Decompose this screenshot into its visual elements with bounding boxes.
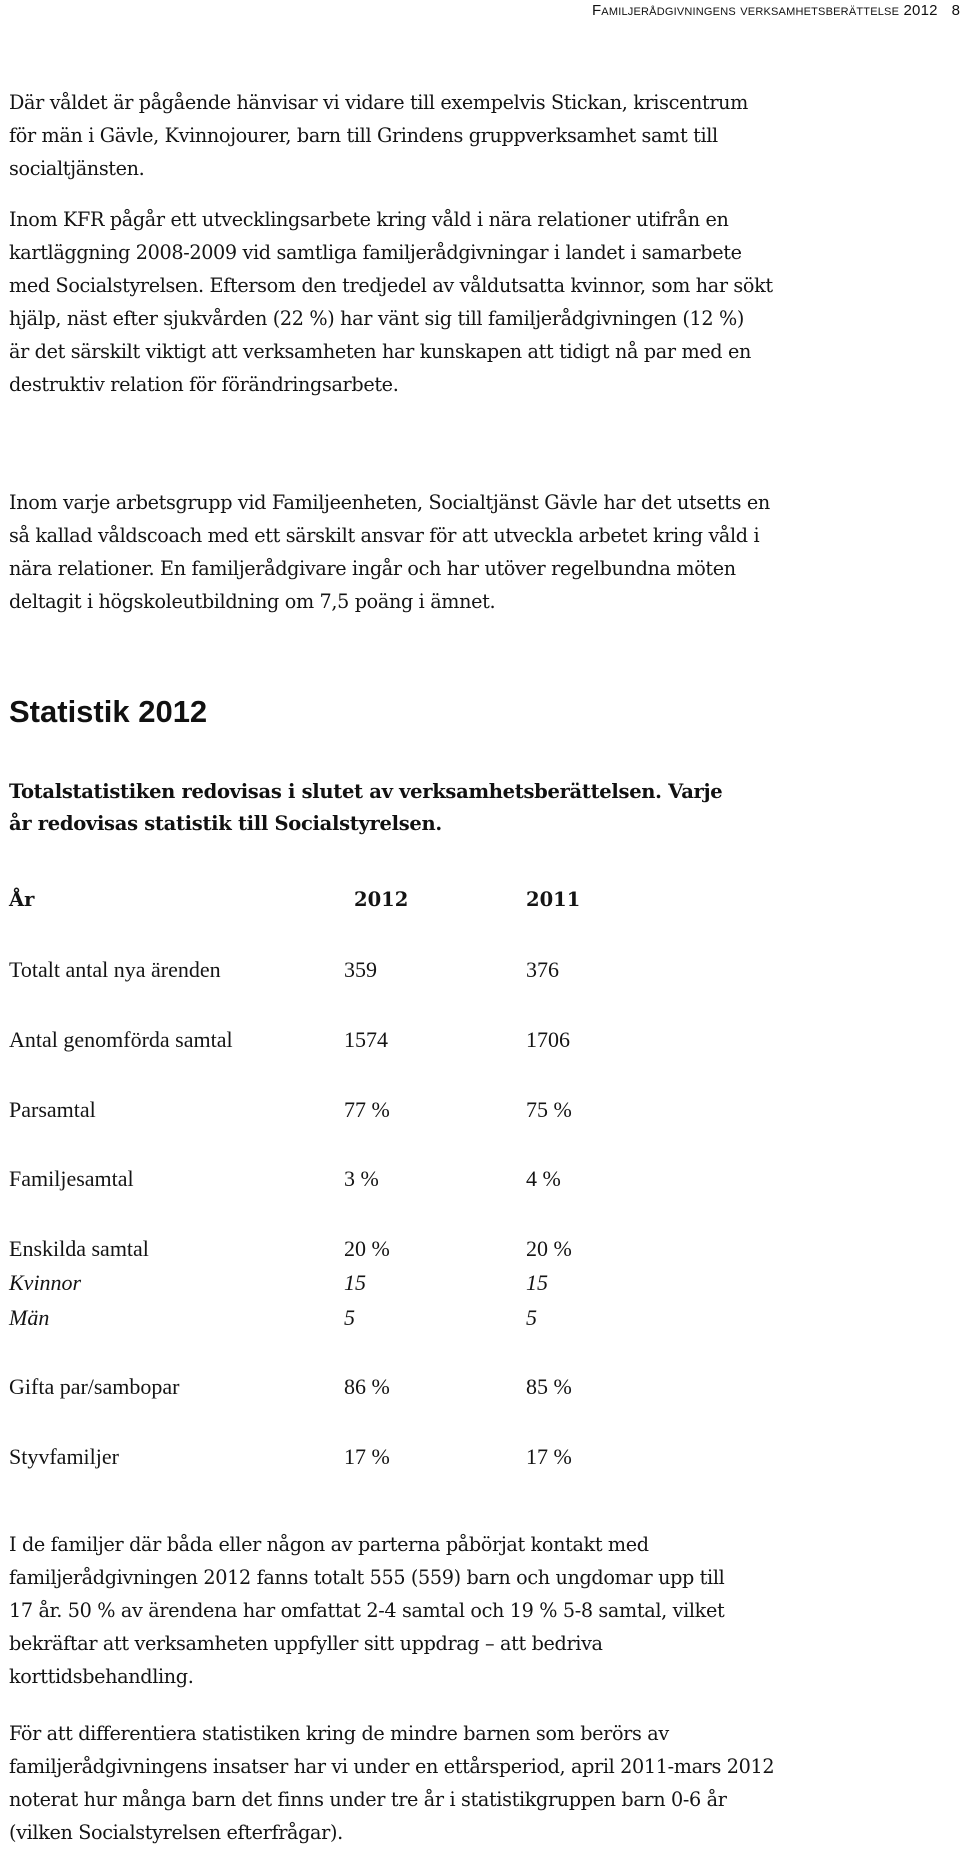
table-row-label: Enskilda samtal (9, 1236, 149, 1261)
page-number: 8 (951, 2, 960, 19)
text-line: Där våldet är pågående hänvisar vi vidare till exempelvis Stickan, kriscentrum (9, 91, 749, 114)
text-line: socialtjänsten. (9, 157, 145, 180)
text-line: 17 år. 50 % av ärendena har omfattat 2-4 samtal och 19 % 5-8 samtal, vilket (9, 1599, 725, 1622)
table-row-label: Män (9, 1305, 50, 1330)
text-line: För att differentiera statistiken kring de mindre barnen som berörs av (9, 1722, 669, 1745)
text-line: deltagit i högskoleutbildning om 7,5 poäng i ämnet. (9, 590, 496, 613)
table-cell-2011: 1706 (526, 1027, 570, 1052)
paragraph-children-summary (9, 1528, 955, 1693)
table-cell-2011: 4 % (526, 1166, 561, 1191)
text-line: för män i Gävle, Kvinnojourer, barn till Grindens gruppverksamhet samt till (9, 124, 718, 147)
table-row-label: Styvfamiljer (9, 1444, 119, 1469)
table-header-cell: År (9, 888, 35, 911)
paragraph-development-work (9, 203, 955, 401)
paragraph-small-children (9, 1717, 955, 1849)
table-cell-2012: 17 % (344, 1444, 390, 1469)
text-line: hjälp, näst efter sjukvården (22 %) har vänt sig till familjerådgivningen (12 %) (9, 307, 744, 330)
table-cell-2012: 5 (344, 1305, 355, 1330)
text-line: familjerådgivningen 2012 fanns totalt 555 (559) barn och ungdomar upp till (9, 1566, 725, 1589)
text-line: så kallad våldscoach med ett särskilt ansvar för att utveckla arbetet kring våld i (9, 524, 760, 547)
running-header (0, 2, 960, 19)
section-subheading (9, 776, 955, 840)
text-line: familjerådgivningens insatser har vi under en ettårsperiod, april 2011-mars 2012 (9, 1755, 775, 1778)
table-cell-2011: 20 % (526, 1236, 572, 1261)
table-cell-2012: 86 % (344, 1374, 390, 1399)
text-line: Inom KFR pågår ett utvecklingsarbete kring våld i nära relationer utifrån en (9, 208, 729, 231)
table-cell-2012: 77 % (344, 1097, 390, 1122)
table-cell-2011: 17 % (526, 1444, 572, 1469)
running-header-title: Familjerådgivningens verksamhetsberättelse 2012 (591, 2, 938, 19)
section-heading: Statistik 2012 (9, 694, 208, 729)
text-line: bekräftar att verksamheten uppfyller sitt uppdrag – att bedriva (9, 1632, 603, 1655)
text-line: (vilken Socialstyrelsen efterfrågar). (9, 1821, 343, 1844)
table-cell-2011: 5 (526, 1305, 537, 1330)
text-line: I de familjer där båda eller någon av parterna påbörjat kontakt med (9, 1533, 649, 1556)
table-row-label: Kvinnor (9, 1270, 82, 1295)
table-header-cell: 2012 (354, 888, 409, 911)
text-line: korttidsbehandling. (9, 1665, 194, 1688)
table-cell-2012: 15 (344, 1270, 366, 1295)
table-cell-2011: 376 (526, 957, 559, 982)
text-line: med Socialstyrelsen. Eftersom den tredjedel av våldutsatta kvinnor, som har sökt (9, 274, 773, 297)
text-line: är det särskilt viktigt att verksamheten har kunskapen att tidigt nå par med en (9, 340, 752, 363)
text-line: destruktiv relation för förändringsarbete. (9, 373, 399, 396)
table-cell-2012: 3 % (344, 1166, 379, 1191)
table-row-label: Totalt antal nya ärenden (9, 957, 221, 982)
table-header-cell: 2011 (526, 888, 581, 911)
table-cell-2012: 359 (344, 957, 377, 982)
table-cell-2012: 1574 (344, 1027, 388, 1052)
text-line: år redovisas statistik till Socialstyrelsen. (9, 812, 442, 835)
paragraph-referrals (9, 86, 955, 185)
table-row-label: Gifta par/sambopar (9, 1374, 180, 1399)
table-cell-2012: 20 % (344, 1236, 390, 1261)
text-line: Inom varje arbetsgrupp vid Familjeenheten, Socialtjänst Gävle har det utsetts en (9, 491, 770, 514)
text-line: nära relationer. En familjerådgivare ingår och har utöver regelbundna möten (9, 557, 736, 580)
table-cell-2011: 15 (526, 1270, 548, 1295)
table-cell-2011: 75 % (526, 1097, 572, 1122)
text-line: Totalstatistiken redovisas i slutet av verksamhetsberättelsen. Varje (9, 780, 723, 803)
paragraph-violence-coach (9, 486, 955, 618)
text-line: noterat hur många barn det finns under tre år i statistikgruppen barn 0-6 år (9, 1788, 727, 1811)
table-row-label: Familjesamtal (9, 1166, 134, 1191)
table-row-label: Parsamtal (9, 1097, 96, 1122)
table-row-label: Antal genomförda samtal (9, 1027, 233, 1052)
table-cell-2011: 85 % (526, 1374, 572, 1399)
text-line: kartläggning 2008-2009 vid samtliga familjerådgivningar i landet i samarbete (9, 241, 742, 264)
